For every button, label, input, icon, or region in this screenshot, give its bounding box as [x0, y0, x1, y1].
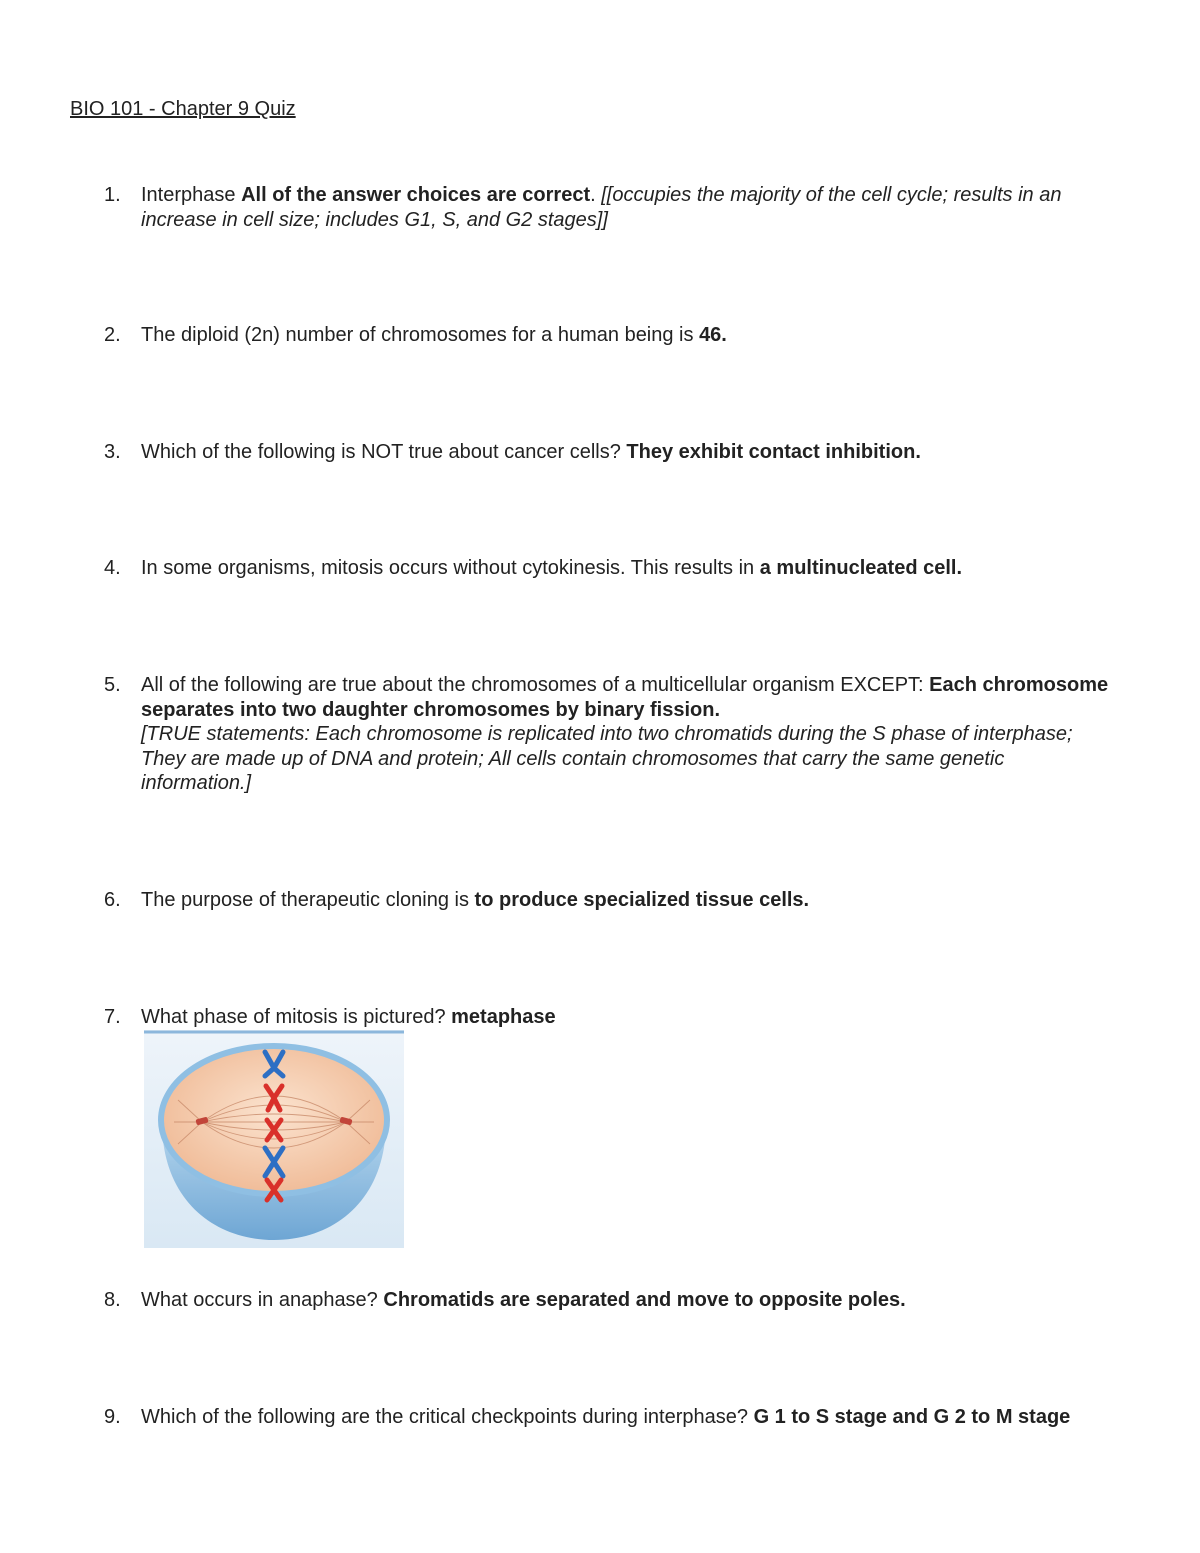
question-number: 1.: [104, 184, 121, 206]
question-number: 5.: [104, 674, 121, 696]
question-answer: metaphase: [451, 1006, 556, 1028]
question-number: 6.: [104, 889, 121, 911]
question-item: [104, 888, 1114, 913]
question-prompt: In some organisms, mitosis occurs without cytokinesis. This results in: [141, 557, 760, 579]
question-prompt: The purpose of therapeutic cloning is: [141, 889, 475, 911]
question-item: [104, 1288, 1114, 1313]
page-title: BIO 101 - Chapter 9 Quiz: [70, 98, 296, 120]
question-body: [141, 1405, 1114, 1430]
question-answer: Each chromosome separates into two daughter chromosomes by binary fission.: [141, 674, 1109, 721]
answer-note: [TRUE statements: Each chromosome is replicated into two chromatids during the S phase of interphase; They are made up of DNA and protein; All cells contain chromosomes that carry the same genetic information.]: [141, 723, 1073, 794]
question-body: [141, 888, 1114, 913]
question-item: [104, 323, 1114, 348]
question-item: [104, 440, 1114, 465]
question-number: 2.: [104, 324, 121, 346]
question-prompt: Which of the following are the critical checkpoints during interphase?: [141, 1406, 754, 1428]
question-answer: G 1 to S stage and G 2 to M stage: [753, 1406, 1071, 1428]
question-item: [104, 556, 1114, 581]
question-body: [141, 323, 1114, 348]
question-answer: to produce specialized tissue cells.: [474, 889, 810, 911]
question-body: [141, 440, 1114, 465]
question-item: [104, 673, 1114, 796]
question-answer: Chromatids are separated and move to opposite poles.: [383, 1289, 906, 1311]
question-answer: They exhibit contact inhibition.: [626, 441, 921, 463]
question-punctuation: .: [590, 184, 602, 206]
question-number: 4.: [104, 557, 121, 579]
question-item: [104, 183, 1114, 232]
answer-note: [[occupies the majority of the cell cycle; results in an increase in cell size; includes G1, S, and G2 stages]]: [141, 184, 1062, 231]
question-prompt: What phase of mitosis is pictured?: [141, 1006, 452, 1028]
question-prompt: What occurs in anaphase?: [141, 1289, 384, 1311]
question-answer: All of the answer choices are correct: [241, 184, 591, 206]
question-item: [104, 1005, 1114, 1030]
question-body: [141, 183, 1114, 232]
question-number: 3.: [104, 441, 121, 463]
metaphase-cell-image: [144, 1030, 404, 1248]
question-number: 9.: [104, 1406, 121, 1428]
question-body: [141, 1005, 1114, 1030]
question-prompt: Which of the following is NOT true about cancer cells?: [141, 441, 627, 463]
question-prompt: Interphase: [141, 184, 242, 206]
question-number: 8.: [104, 1289, 121, 1311]
question-body: [141, 673, 1114, 796]
question-prompt: All of the following are true about the chromosomes of a multicellular organism EXCEPT:: [141, 674, 930, 696]
question-number: 7.: [104, 1006, 121, 1028]
question-body: [141, 1288, 1114, 1313]
question-body: [141, 556, 1114, 581]
question-answer: a multinucleated cell.: [759, 557, 963, 579]
question-item: [104, 1405, 1114, 1430]
metaphase-cell-illustration: [144, 1030, 404, 1248]
question-answer: 46.: [699, 324, 727, 346]
question-prompt: The diploid (2n) number of chromosomes for a human being is: [141, 324, 700, 346]
